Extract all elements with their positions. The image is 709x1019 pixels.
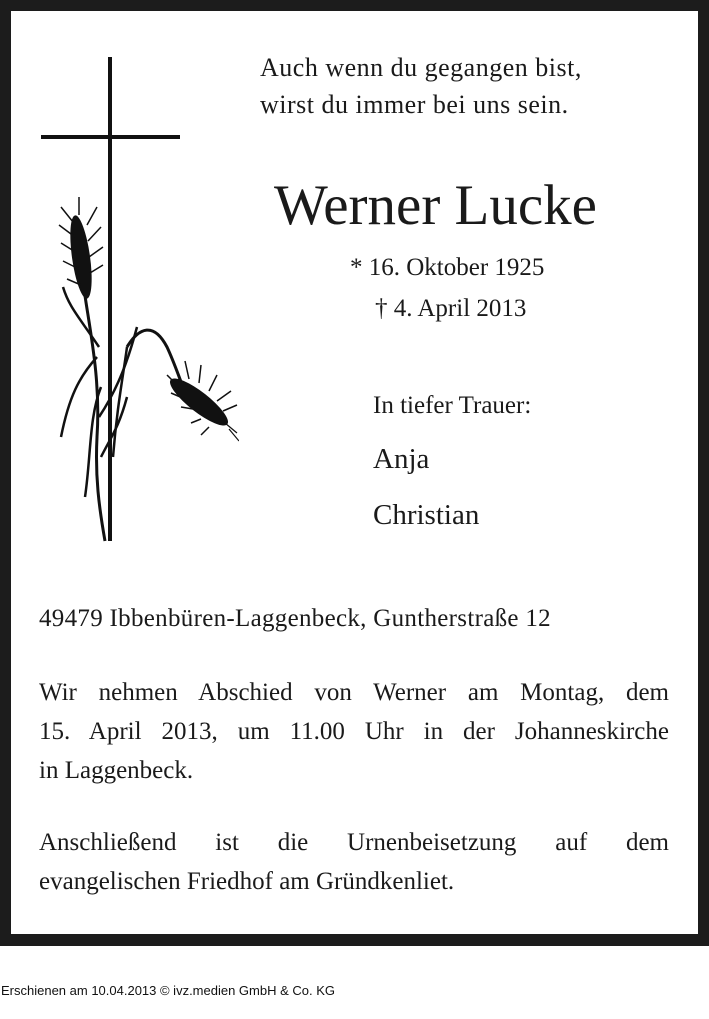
mourner-name: Anja [373,443,430,475]
mourner-name: Christian [373,499,480,531]
quote [260,49,582,123]
farewell-paragraph [39,673,669,790]
publication-credit: Erschienen am 10.04.2013 © ivz.medien GmbH & Co. KG [1,983,336,998]
paragraph-line: evangelischen Friedhof am Gründkenliet. [39,868,455,895]
quote-line: Auch wenn du gegangen bist, [260,53,582,82]
family-address: 49479 Ibbenbüren-Laggenbeck, Guntherstraße 12 [39,605,551,632]
mourning-label: In tiefer Trauer: [373,392,532,419]
paragraph-line: Wir nehmen Abschied von Werner am Montag, dem [39,679,669,706]
paragraph-line: in Laggenbeck. [39,757,194,784]
paragraph-line: Anschließend ist die Urnenbeisetzung auf dem [39,829,669,856]
deceased-name: Werner Lucke [274,174,597,237]
death-date: † 4. April 2013 [375,295,527,322]
birth-date: * 16. Oktober 1925 [350,254,545,281]
cross-with-wheat-icon [39,57,239,547]
quote-line: wirst du immer bei uns sein. [260,90,569,119]
burial-paragraph [39,823,669,901]
paragraph-line: 15. April 2013, um 11.00 Uhr in der Johanneskirche [39,718,669,745]
obituary-card [11,11,698,934]
